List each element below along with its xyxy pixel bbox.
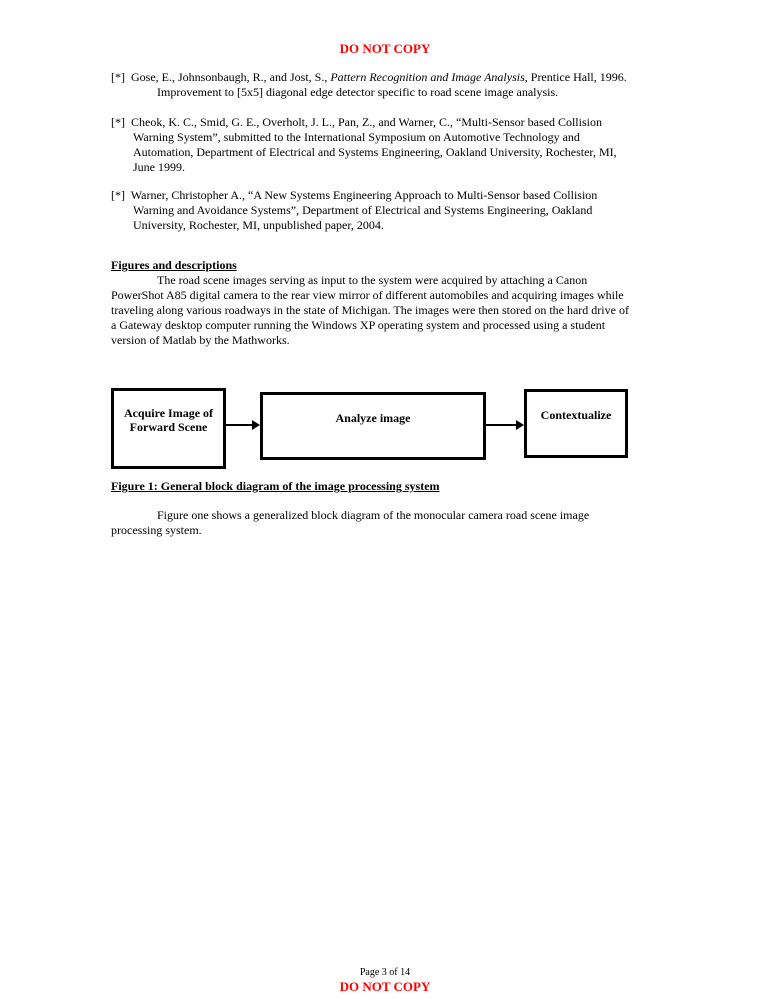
paragraph-line: processing system. — [111, 523, 202, 537]
page-number: Page 3 of 14 — [359, 967, 411, 978]
paragraph-line: The road scene images serving as input to the system were acquired by attaching a Canon — [157, 273, 588, 287]
figure-caption: Figure 1: General block diagram of the image processing system — [111, 479, 440, 493]
arrow-1-to-2 — [226, 418, 262, 432]
reference-title: Pattern Recognition and Image Analysis — [330, 70, 525, 84]
reference-3 — [111, 188, 671, 233]
reference-line: University, Rochester, MI, unpublished paper, 2004. — [133, 218, 384, 232]
reference-note: Improvement to [5x5] diagonal edge detector specific to road scene image analysis. — [157, 85, 559, 99]
block-label: Acquire Image of — [123, 406, 214, 420]
reference-line: June 1999. — [133, 160, 185, 174]
reference-marker: [*] — [111, 188, 125, 202]
paragraph-line: PowerShot A85 digital camera to the rear view mirror of different automobiles and acquiring images while — [111, 288, 624, 302]
reference-line: Warning and Avoidance Systems”, Department of Electrical and Systems Engineering, Oakland — [133, 203, 593, 217]
block-acquire-image — [111, 388, 226, 469]
reference-line: Warner, Christopher A., “A New Systems Engineering Approach to Multi-Sensor based Collision — [130, 188, 598, 202]
block-contextualize — [524, 389, 628, 458]
reference-1 — [111, 70, 671, 100]
paragraph-line: Figure one shows a generalized block diagram of the monocular camera road scene image — [157, 508, 590, 522]
block-label: Forward Scene — [129, 420, 208, 434]
paragraph-line: version of Matlab by the Mathworks. — [111, 333, 290, 347]
footer-do-not-copy: DO NOT COPY — [339, 979, 431, 994]
reference-line: Warning System”, submitted to the International Symposium on Automotive Technology and — [133, 130, 580, 144]
reference-authors: Gose, E., Johnsonbaugh, R., and Jost, S., — [131, 70, 328, 84]
reference-2 — [111, 115, 671, 175]
reference-line: Automation, Department of Electrical and Systems Engineering, Oakland University, Rochester, MI, — [133, 145, 617, 159]
block-label: Analyze image — [335, 411, 411, 425]
block-analyze-image — [260, 392, 486, 460]
reference-marker: [*] — [111, 70, 125, 84]
paragraph-line: traveling along various roadways in the state of Michigan. The images were then stored on the hard drive of — [111, 303, 629, 317]
reference-line: Cheok, K. C., Smid, G. E., Overholt, J. L., Pan, Z., and Warner, C., “Multi-Sensor based Collision — [131, 115, 602, 129]
paragraph-line: a Gateway desktop computer running the Windows XP operating system and processed using a student — [111, 318, 606, 332]
closing-paragraph — [111, 508, 589, 538]
reference-marker: [*] — [111, 115, 125, 129]
block-label: Contextualize — [540, 408, 612, 422]
section-paragraph — [111, 273, 629, 348]
section-title: Figures and descriptions — [111, 258, 237, 272]
arrow-2-to-3 — [486, 418, 526, 432]
reference-publisher: , Prentice Hall, 1996. — [524, 70, 627, 84]
header-do-not-copy: DO NOT COPY — [339, 41, 431, 56]
